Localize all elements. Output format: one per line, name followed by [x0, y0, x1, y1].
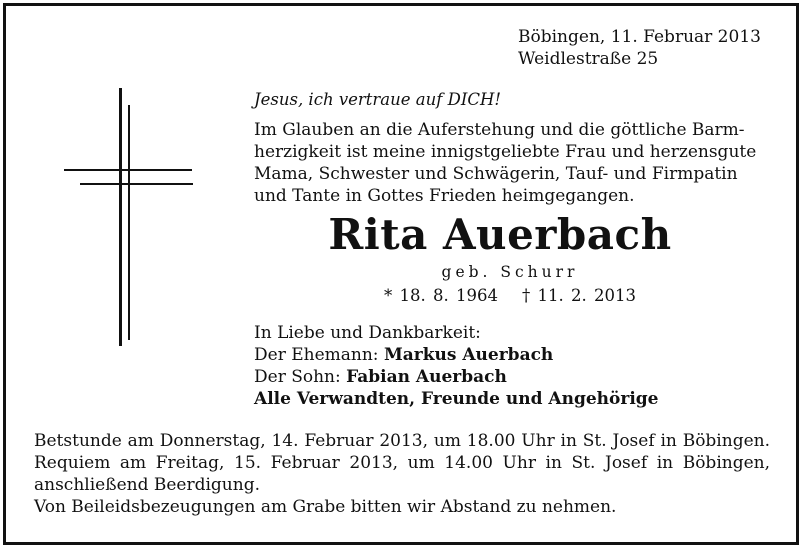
son-label: Der Sohn:	[254, 367, 347, 387]
announcement-line: Im Glauben an die Auferstehung und die göttliche Barm-	[254, 120, 745, 140]
place-date: Böbingen, 11. Februar 2013	[518, 27, 761, 47]
mourners-intro: In Liebe und Dankbarkeit:	[254, 323, 481, 343]
other-mourners: Alle Verwandten, Freunde und Angehörige	[254, 389, 659, 409]
announcement-line: herzigkeit ist meine innigstgeliebte Frau und herzensgute	[254, 142, 757, 162]
death-date: † 11. 2. 2013	[522, 286, 636, 305]
service-line: Betstunde am Donnerstag, 14. Februar 2013, um 18.00 Uhr in St. Josef in Böbingen.	[34, 431, 770, 451]
husband-name: Markus Auerbach	[383, 345, 554, 365]
announcement-line: und Tante in Gottes Frieden heimgegangen.	[254, 186, 635, 206]
motto: Jesus, ich vertraue auf DICH!	[254, 90, 501, 109]
birth-date: * 18. 8. 1964	[384, 286, 498, 305]
cross-icon-crossbar-inner	[80, 183, 193, 185]
son-line	[254, 366, 658, 388]
announcement-line: Mama, Schwester und Schwägerin, Tauf- und Firmpatin	[254, 164, 738, 184]
birth-name: geb. Schurr	[441, 263, 579, 281]
service-line: Requiem am Freitag, 15. Februar 2013, um 14.00 Uhr in St. Josef in Böbingen,	[34, 453, 770, 473]
cross-icon-crossbar	[64, 169, 192, 171]
mourners	[254, 322, 658, 410]
service-line: Von Beileidsbezeugungen am Grabe bitten wir Abstand zu nehmen.	[34, 497, 617, 517]
service-line: anschließend Beerdigung.	[34, 475, 260, 495]
service-details	[34, 430, 770, 518]
husband-line	[254, 344, 658, 366]
life-dates	[260, 286, 760, 305]
son-name: Fabian Auerbach	[346, 367, 507, 387]
deceased-name: Rita Auerbach	[328, 210, 672, 259]
husband-label: Der Ehemann:	[254, 345, 384, 365]
header	[518, 26, 761, 70]
announcement	[254, 119, 774, 207]
address: Weidlestraße 25	[518, 49, 659, 69]
